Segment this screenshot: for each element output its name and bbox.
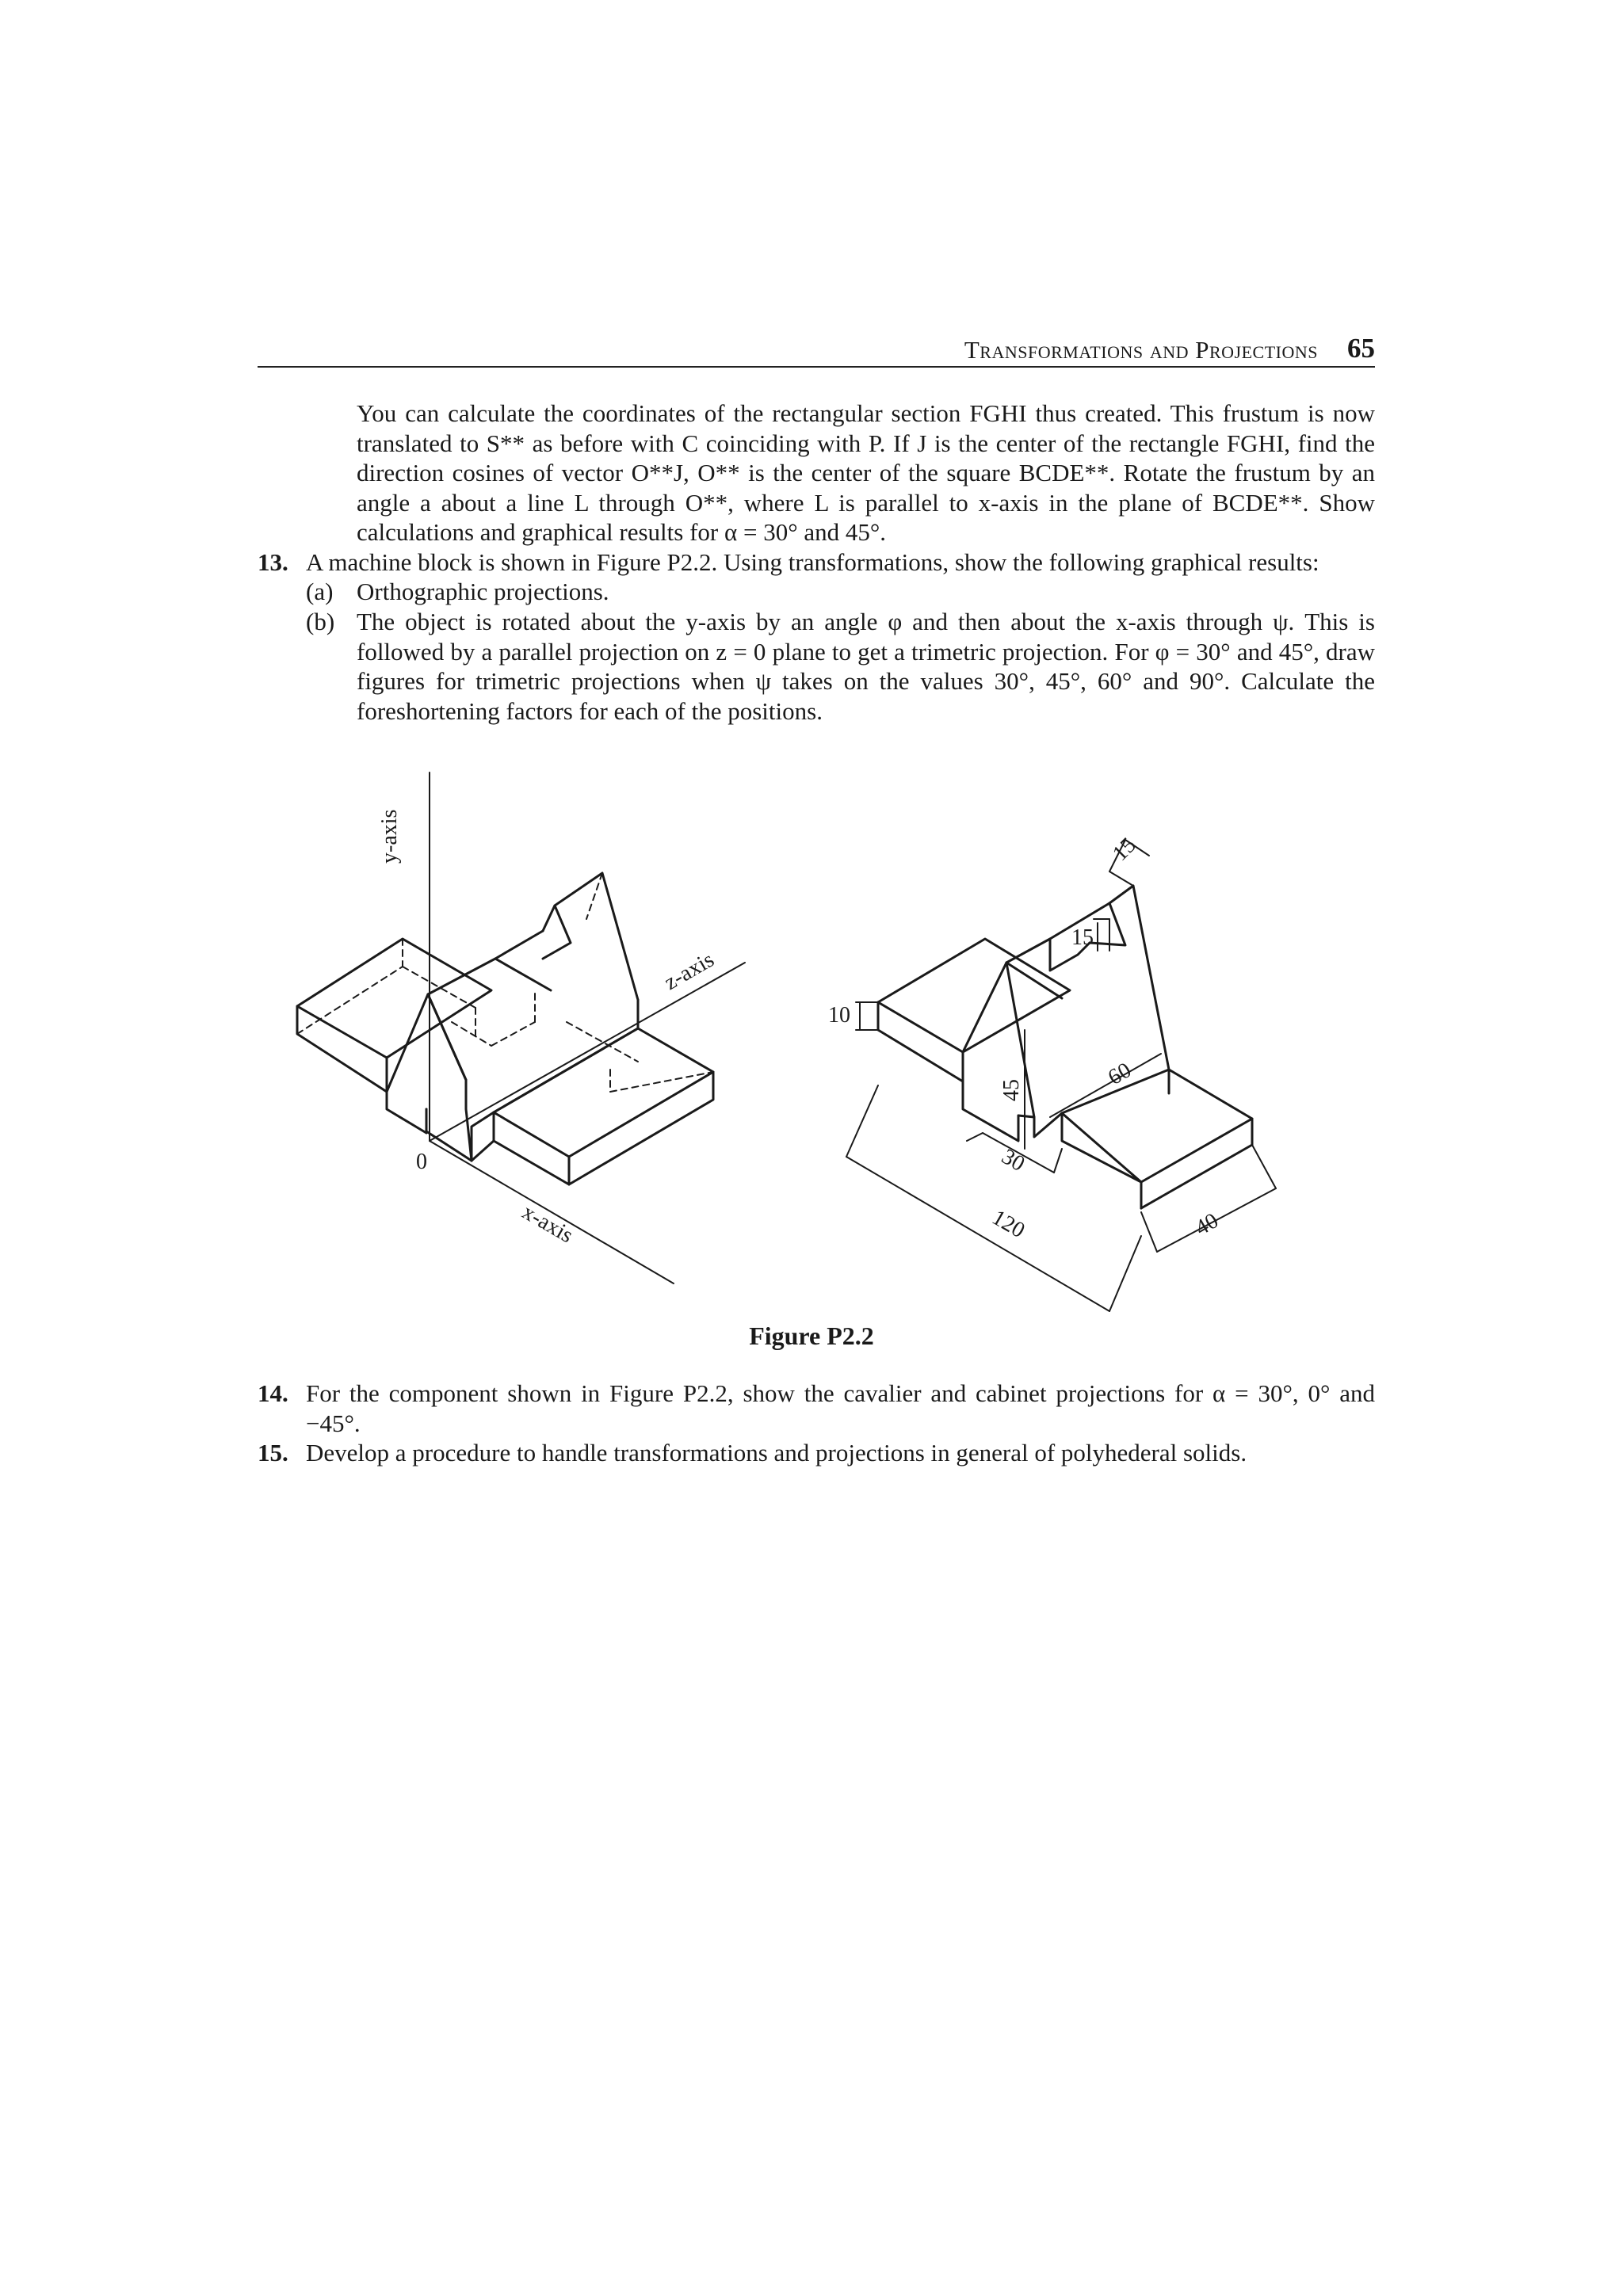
subitem-label-b: (b) [306, 608, 335, 635]
machine-block-drawing [269, 761, 1363, 1331]
x-axis-label: x-axis [517, 1199, 578, 1249]
dimension-60: 60 [1104, 1058, 1136, 1091]
problem-number: 13. [258, 548, 288, 576]
z-axis-label: z-axis [660, 947, 719, 996]
subitem-label-a: (a) [306, 578, 334, 605]
subitem-text-a: Orthographic projections. [357, 578, 609, 605]
running-title: Transformations and Projections [964, 336, 1318, 364]
dimension-120: 120 [987, 1205, 1029, 1244]
origin-label: 0 [416, 1150, 427, 1174]
continued-paragraph-text: You can calculate the coordinates of the rectangular section FGHI thus created. This frustum is now translated to S** as before with C coinciding with P. If J is the center of the rectangle FGHI, find the direction cosines of vector O**J, O** is the center of the square BCDE**. Rotate the frustum by an angle a about a line L through O**, where L is parallel to x-axis in the plane of BCDE**. Show calculations and graphical results for α = 30° and 45°. [357, 399, 1375, 546]
problem-number: 15. [258, 1439, 288, 1466]
right-base-top [494, 1028, 713, 1157]
y-axis-label: y-axis [377, 809, 402, 864]
dimension-30: 30 [997, 1144, 1029, 1177]
dimension-15-slot: 15 [1071, 925, 1094, 950]
figure-caption: Figure P2.2 [749, 1322, 874, 1350]
running-header [258, 333, 1375, 368]
subitem-text-b: The object is rotated about the y-axis by an angle φ and then about the x-axis through ψ. This is followed by a parallel projection on z = 0 plane to get a trimetric projection. For φ = 30° and 45°, draw figures for trimetric projections when ψ takes on the values 30°, 45°, 60° and 90°. Calculate the foreshortening factors for each of the positions. [357, 608, 1375, 725]
left-block-top [297, 939, 491, 1058]
problem-text: A machine block is shown in Figure P2.2. Using transformations, show the following graphical results: [306, 548, 1319, 576]
dimension-15-top: 15 [1108, 833, 1141, 866]
continued-paragraph [357, 399, 1375, 547]
z-axis-line [430, 963, 745, 1141]
problem-number: 14. [258, 1379, 288, 1407]
problem-text: For the component shown in Figure P2.2, show the cavalier and cabinet projections for α = 30°, 0° and −45°. [306, 1379, 1375, 1437]
dimension-10: 10 [828, 1003, 850, 1028]
figure-p2-2 [269, 761, 1363, 1331]
problem-text: Develop a procedure to handle transformations and projections in general of polyhederal solids. [306, 1439, 1247, 1466]
page-number: 65 [1347, 333, 1375, 364]
dimension-45: 45 [999, 1079, 1024, 1101]
dimension-40: 40 [1191, 1208, 1223, 1241]
